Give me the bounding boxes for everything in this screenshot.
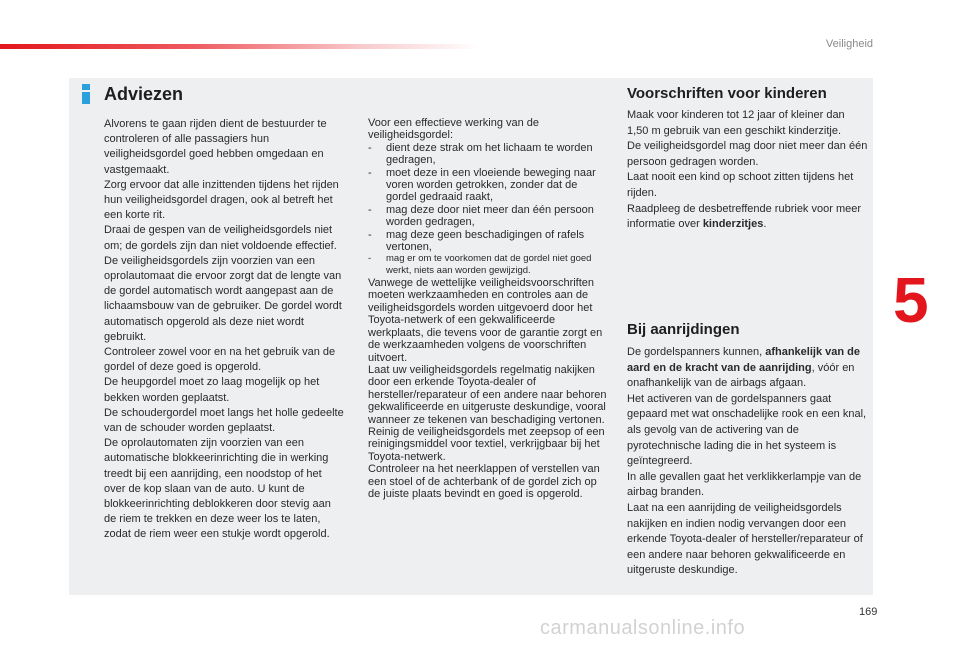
- bullet-intro: Voor een effectieve werking van de veiligheidsgordel:: [368, 117, 540, 142]
- paragraph: Draai de gespen van de veiligheidsgordels niet om; de gordels zijn dan niet voldoende effectief.: [104, 224, 337, 252]
- list-item: - moet deze in een vloeiende beweging naar voren worden getrokken, zonder dat de gordel gedraaid raakt,: [368, 166, 596, 204]
- list-item: - dient deze strak om het lichaam te worden gedragen,: [368, 141, 593, 167]
- paragraph: Reinig de veiligheidsgordels met zeepsop of een reinigingsmiddel voor textiel, verkrijgbaar bij het Toyota-netwerk.: [368, 425, 605, 463]
- paragraph: De gordelspanners kunnen, afhankelijk van de aard en de kracht van de aanrijding, vóór en onafhankelijk van de airbags afgaan.: [627, 346, 860, 390]
- child-seat-reference: kinderzitjes: [702, 218, 764, 231]
- paragraph: De oprolautomaten zijn voorzien van een automatische blokkeerinrichting die in werking treedt bij een aanrijding, een noodstop of het over de kop slaan van de auto. U kunt de blokkeerinrichting deblokkeren door stevig aan de riem te trekken en deze weer los te laten, zodat de riem weer een stukje wordt opgerold.: [104, 437, 331, 541]
- paragraph: Controleer na het neerklappen of verstellen van een stoel of de achterbank of de gordel zich op de juiste plaats bevindt en goed is opgerold.: [368, 463, 600, 500]
- list-item: - mag deze geen beschadigingen of rafels vertonen,: [368, 228, 585, 254]
- paragraph: Maak voor kinderen tot 12 jaar of kleiner dan 1,50 m gebruik van een geschikt kinderzitje.: [627, 109, 845, 137]
- advice-title: Adviezen: [104, 84, 184, 104]
- advice-column-2: [368, 117, 608, 500]
- children-text: [627, 108, 869, 233]
- paragraph: Laat uw veiligheidsgordels regelmatig nakijken door een erkende Toyota-dealer of hersteller/reparateur of een andere naar behoren gekwalificeerde en uitgeruste deskundige, vooral wanneer ze tekenen van beschadiging vertonen.: [368, 363, 607, 426]
- paragraph: De veiligheidsgordel mag door niet meer dan één persoon gedragen worden.: [627, 140, 868, 168]
- paragraph: Alvorens te gaan rijden dient de bestuurder te controleren of alle passagiers hun veiligheidsgordel goed hebben omgedaan en vastgemaakt.: [104, 118, 327, 176]
- chapter-number: 5: [893, 264, 929, 336]
- paragraph: Zorg ervoor dat alle inzittenden tijdens het rijden hun veiligheidsgordel dragen, ook al betreft het een korte rit.: [104, 178, 339, 222]
- paragraph: In alle gevallen gaat het verklikkerlampje van de airbag branden.: [627, 470, 862, 499]
- paragraph: Raadpleeg de desbetreffende rubriek voor meer informatie over kinderzitjes.: [627, 202, 862, 231]
- paragraph: De schoudergordel moet langs het holle gedeelte van de schouder worden geplaatst.: [104, 406, 344, 435]
- bullet-list: [368, 142, 608, 277]
- header-accent-bar: [0, 44, 480, 49]
- page-number: 169: [859, 606, 878, 618]
- paragraph: Laat na een aanrijding de veiligheidsgordels nakijken en indien nodig vervangen door een erkende Toyota-dealer of hersteller/reparateur of een andere naar behoren gekwalificeerde en uitgeruste deskundige.: [627, 501, 863, 577]
- list-item: - mag er om te voorkomen dat de gordel niet goed werkt, niets aan worden gewijzigd.: [368, 253, 592, 277]
- advice-column-1: [104, 117, 344, 543]
- paragraph: Het activeren van de gordelspanners gaat gepaard met wat onschadelijke rook en een knal, als gevolg van de activering van de pyrotechnische lading die in het systeem is geïntegreerd.: [627, 392, 867, 468]
- watermark: carmanualsonline.info: [540, 617, 746, 639]
- children-title: Voorschriften voor kinderen: [627, 85, 827, 102]
- paragraph: Laat nooit een kind op schoot zitten tijdens het rijden.: [627, 171, 854, 199]
- collision-title: Bij aanrijdingen: [627, 321, 740, 338]
- paragraph: Controleer zowel voor en na het gebruik van de gordel of deze goed is opgerold.: [104, 346, 336, 374]
- paragraph: Vanwege de wettelijke veiligheidsvoorschriften moeten werkzaamheden en controles aan de veiligheidsgordels worden uitgevoerd door het Toyota-netwerk of een gekwalificeerde werkplaats, die tevens voor de garantie zorgt en de werkzaamheden volgens de voorschriften uitvoert.: [368, 277, 603, 364]
- collision-text: [627, 345, 869, 579]
- list-item: - mag deze door niet meer dan één persoon worden gedragen,: [368, 203, 594, 229]
- paragraph: De heupgordel moet zo laag mogelijk op het bekken worden geplaatst.: [104, 376, 320, 404]
- section-label: Veiligheid: [825, 38, 873, 50]
- paragraph: De veiligheidsgordels zijn voorzien van een oprolautomaat die ervoor zorgt dat de lengte van de gordel automatisch wordt aangepast aan de lichaamsbouw van de gebruiker. De gordel wordt automatisch opgerold als deze niet wordt gebruikt.: [104, 254, 342, 343]
- info-icon: [77, 84, 95, 104]
